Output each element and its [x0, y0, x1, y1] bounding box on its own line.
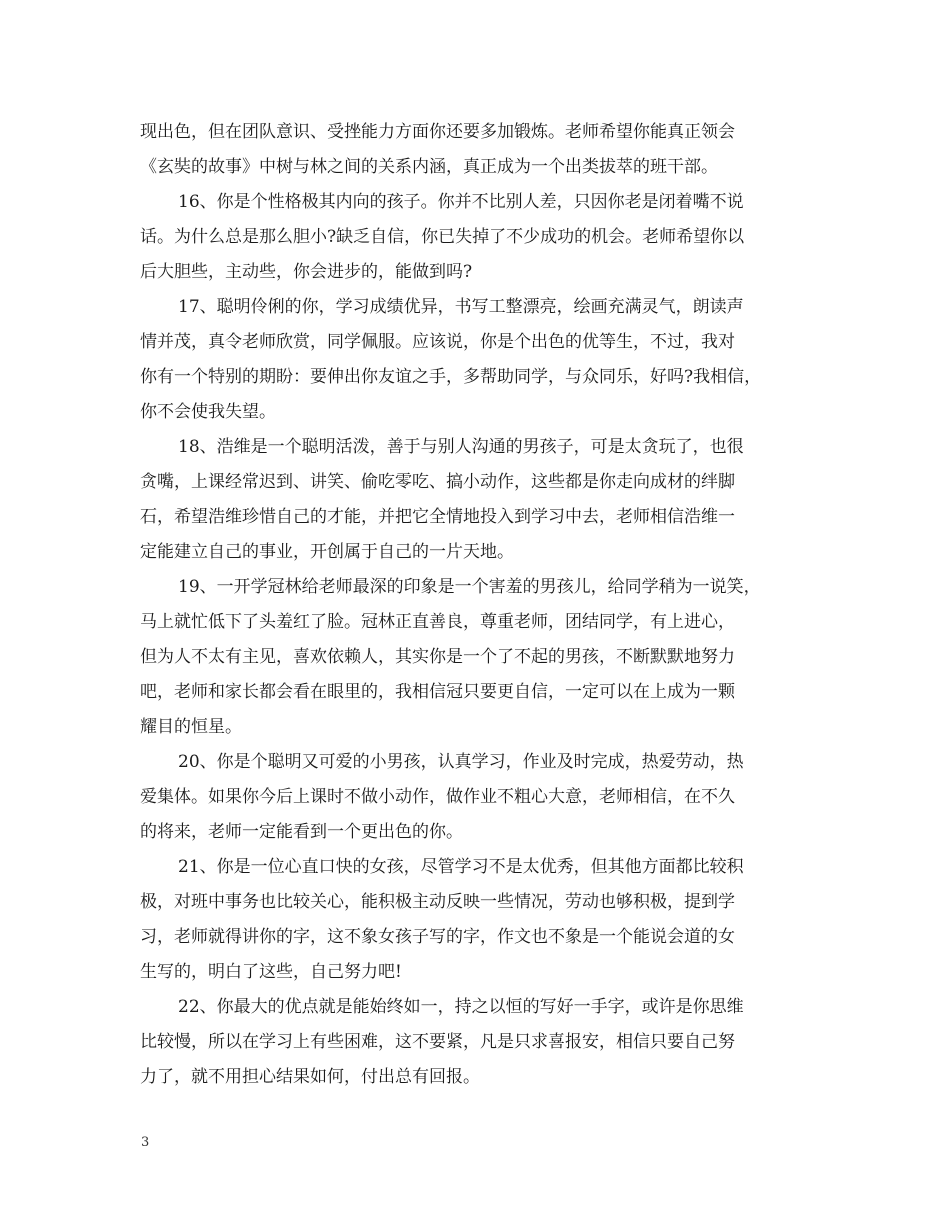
text-line: 16、你是个性格极其内向的孩子。你并不比别人差，只因你老是闭着嘴不说: [178, 192, 744, 212]
text-line: 你有一个特别的期盼：要伸出你友谊之手，多帮助同学，与众同乐，好吗?我相信，: [140, 367, 762, 387]
text-line: 的将来，老师一定能看到一个更出色的你。: [140, 822, 463, 842]
text-line: 定能建立自己的事业，开创属于自己的一片天地。: [140, 542, 514, 562]
text-line: 比较慢，所以在学习上有些困难，这不要紧，凡是只求喜报安，相信只要自己努: [140, 1032, 735, 1052]
text-line: 但为人不太有主见，喜欢依赖人，其实你是一个了不起的男孩，不断默默地努力: [140, 647, 735, 667]
text-line: 爱集体。如果你今后上课时不做小动作，做作业不粗心大意，老师相信，在不久: [140, 787, 735, 807]
text-line: 习，老师就得讲你的字，这不象女孩子写的字，作文也不象是一个能说会道的女: [140, 927, 735, 947]
text-line: 《玄奘的故事》中树与林之间的关系内涵，真正成为一个出类拔萃的班干部。: [140, 157, 718, 177]
text-line: 21、你是一位心直口快的女孩，尽管学习不是太优秀，但其他方面都比较积: [178, 857, 744, 877]
text-line: 力了，就不用担心结果如何，付出总有回报。: [140, 1067, 480, 1087]
body-text: [140, 115, 822, 1095]
text-line: 你不会使我失望。: [140, 402, 276, 422]
text-line: 18、浩维是一个聪明活泼，善于与别人沟通的男孩子，可是太贪玩了，也很: [178, 437, 744, 457]
text-line: 石，希望浩维珍惜自己的才能，并把它全情地投入到学习中去，老师相信浩维一: [140, 507, 735, 527]
text-line: 20、你是个聪明又可爱的小男孩，认真学习，作业及时完成，热爱劳动，热: [178, 752, 744, 772]
text-line: 17、聪明伶俐的你，学习成绩优异，书写工整漂亮，绘画充满灵气，朗读声: [178, 297, 744, 317]
text-line: 吧，老师和家长都会看在眼里的，我相信冠只要更自信，一定可以在上成为一颗: [140, 682, 735, 702]
text-line: 现出色，但在团队意识、受挫能力方面你还要多加锻炼。老师希望你能真正领会: [140, 122, 735, 142]
text-line: 19、一开学冠林给老师最深的印象是一个害羞的男孩儿，给同学稍为一说笑，: [178, 577, 761, 597]
text-line: 后大胆些，主动些，你会进步的，能做到吗?: [140, 262, 473, 282]
text-line: 22、你最大的优点就是能始终如一，持之以恒的写好一手字，或许是你思维: [178, 997, 744, 1017]
text-line: 耀目的恒星。: [140, 717, 242, 737]
text-line: 贪嘴，上课经常迟到、讲笑、偷吃零吃、搞小动作，这些都是你走向成材的绊脚: [140, 472, 735, 492]
page-number: 3: [141, 1135, 150, 1150]
text-line: 生写的，明白了这些，自己努力吧!: [140, 962, 402, 982]
text-line: 极，对班中事务也比较关心，能积极主动反映一些情况，劳动也够积极，提到学: [140, 892, 735, 912]
text-line: 话。为什么总是那么胆小?缺乏自信，你已失掉了不少成功的机会。老师希望你以: [140, 227, 745, 247]
text-line: 情并茂，真令老师欣赏，同学佩服。应该说，你是个出色的优等生，不过，我对: [140, 332, 735, 352]
text-line: 马上就忙低下了头羞红了脸。冠林正直善良，尊重老师，团结同学，有上进心，: [140, 612, 735, 632]
